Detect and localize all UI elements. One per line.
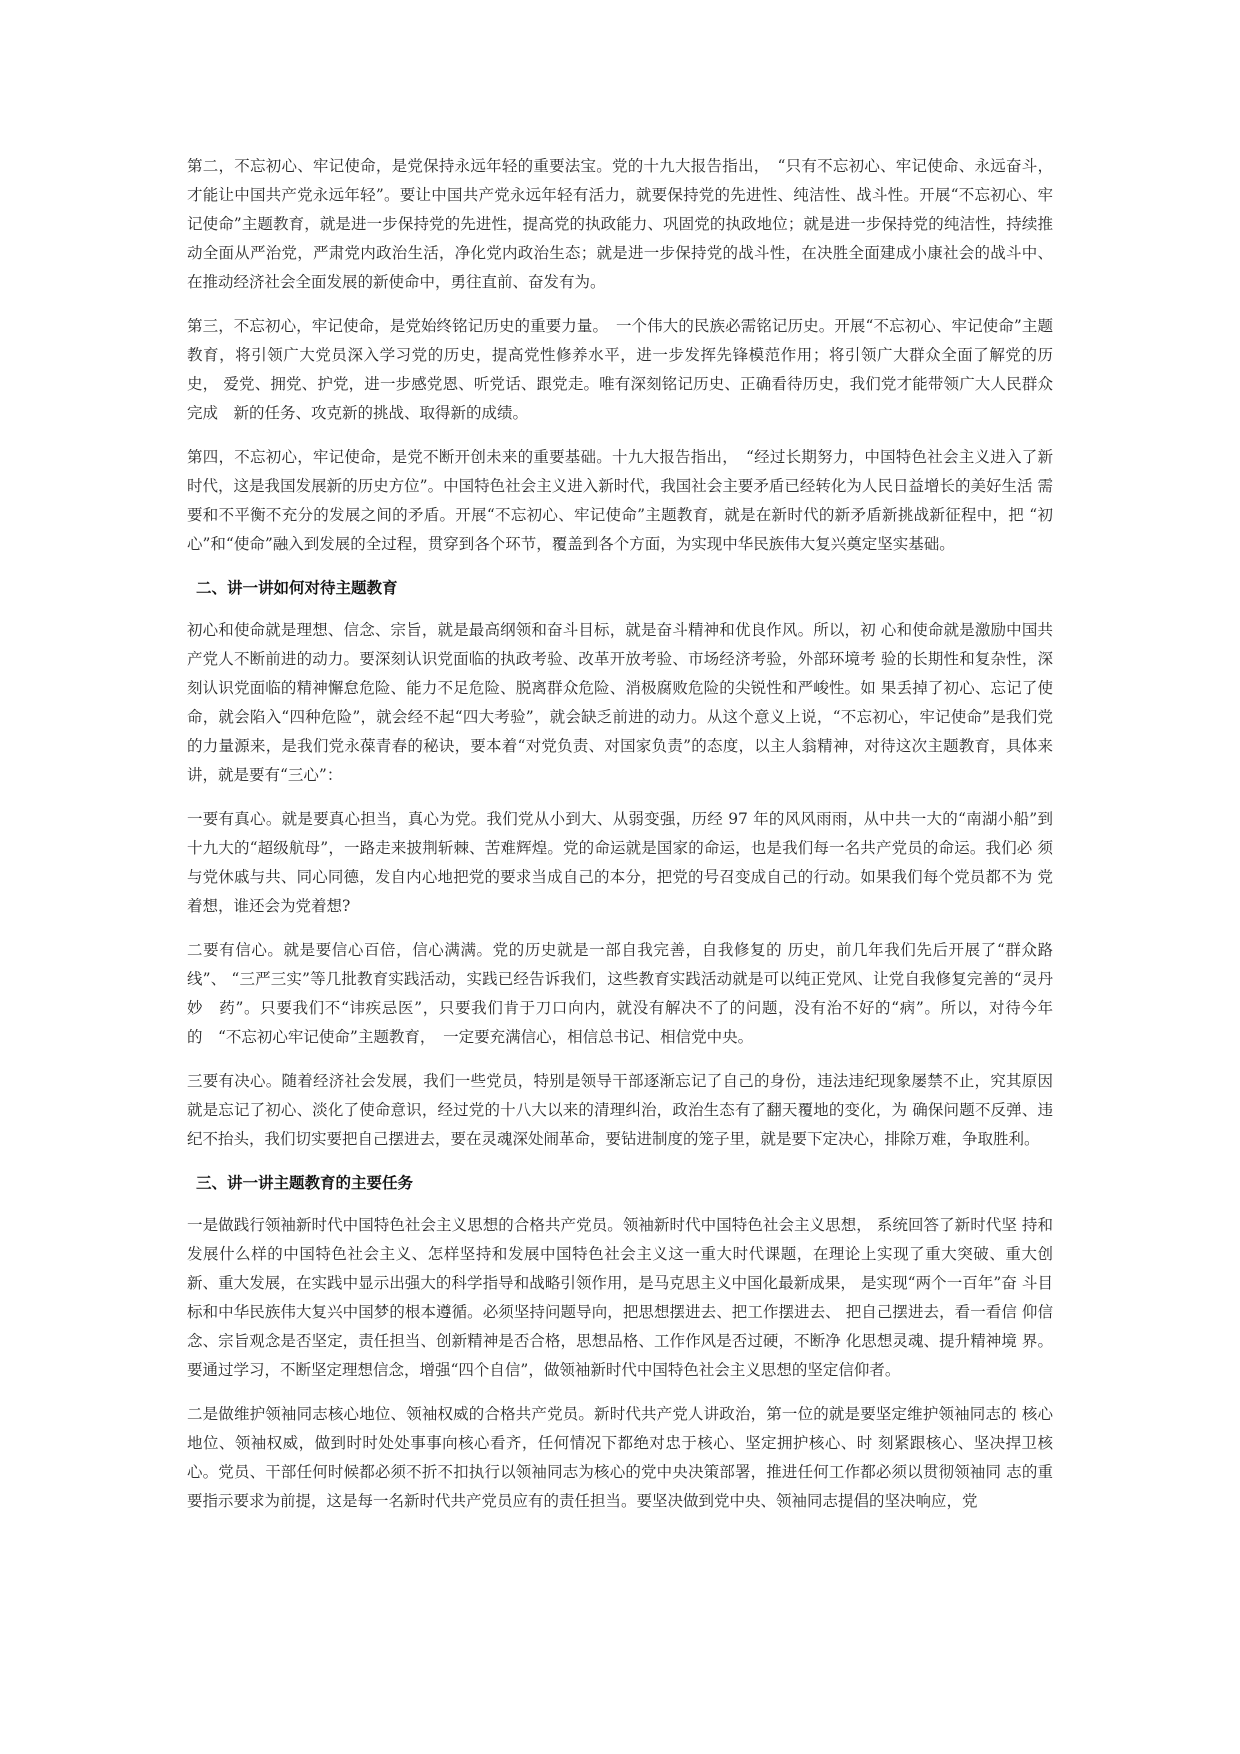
paragraph-mission-intro: 初心和使命就是理想、信念、宗旨，就是最高纲领和奋斗目标，就是奋斗精神和优良作风。所以，初 心和使命就是激励中国共产党人不断前进的动力。要深刻认识党面临的执政考验、改革开放考验、市场经济考验，外部环境考 验的长期性和复杂性，深刻认识党面临的精神懈怠危险、能力不足危险、脱离群众危险、消极腐败危险的尖锐性和严峻性。如 果丢掉了初心、忘记了使命，就会陷入“四种危险”，就会经不起“四大考验”，就会缺乏前进的动力。从这个意义上说，“不忘初心，牢记使命”是我们党的力量源来，是我们党永葆青春的秘诀，要本着“对党负责、对国家负责”的态度，以主人翁精神，对待这次主题教育，具体来讲，就是要有“三心”： bbox=[187, 621, 1053, 784]
paragraph-task-two: 二是做维护领袖同志核心地位、领袖权威的合格共产党员。新时代共产党人讲政治，第一位的就是要坚定维护领袖同志的 核心地位、领袖权威，做到时时处处事事向核心看齐，任何情况下都绝对忠于核心、坚定拥护核心、时 刻紧跟核心、坚决捍卫核心。党员、干部任何时候都必须不折不扣执行以领袖同志为核心的党中央决策部署，推进任何工作都必须以贯彻领袖同 志的重要指示要求为前提，这是每一名新时代共产党员应有的责任担当。要坚决做到党中央、领袖同志提倡的坚决响应，党 bbox=[187, 1405, 1053, 1510]
paragraph-confidence: 二要有信心。就是要信心百倍，信心满满。党的历史就是一部自我完善，自我修复的 历史，前几年我们先后开展了“群众路线”、 “三严三实”等几批教育实践活动，实践已经告诉我们，这些教育实践活动就是可以纯正党风、让党自我修复完善的“灵丹妙 药”。只要我们不“讳疾忌医”，只要我们肯于刀口向内，就没有解决不了的问题，没有治不好的“病”。所以，对待今年的 “不忘初心牢记使命”主题教育， 一定要充满信心，相信总书记、相信党中央。 bbox=[187, 941, 1053, 1046]
paragraph-task-one: 一是做践行领袖新时代中国特色社会主义思想的合格共产党员。领袖新时代中国特色社会主义思想， 系统回答了新时代坚 持和发展什么样的中国特色社会主义、怎样坚持和发展中国特色社会主义这一重大时代课题，在理论上实现了重大突破、重大创新、重大发展，在实践中显示出强大的科学指导和战略引领作用，是马克思主义中国化最新成果， 是实现“两个一百年”奋 斗目标和中华民族伟大复兴中国梦的根本遵循。必须坚持问题导向，把思想摆进去、把工作摆进去、 把自己摆进去，看一看信 仰信念、宗旨观念是否坚定，责任担当、创新精神是否合格，思想品格、工作作风是否过硬，不断净 化思想灵魂、提升精神境 界。要通过学习，不断坚定理想信念，增强“四个自信”，做领袖新时代中国特色社会主义思想的坚定信仰者。 bbox=[187, 1216, 1053, 1379]
document-page bbox=[187, 152, 1053, 1531]
paragraph-determination: 三要有决心。随着经济社会发展，我们一些党员，特别是领导干部逐渐忘记了自己的身份，违法违纪现象屡禁不止，究其原因就是忘记了初心、淡化了使命意识，经过党的十八大以来的清理纠治，政治生态有了翻天覆地的变化，为 确保问题不反弹、违 纪不抬头，我们切实要把自己摆进去，要在灵魂深处闹革命，要钻进制度的笼子里，就是要下定决心，排除万难，争取胜利。 bbox=[187, 1072, 1053, 1148]
section-heading-3: 三、讲一讲主题教育的主要任务 bbox=[196, 1174, 414, 1192]
section-heading-2: 二、讲一讲如何对待主题教育 bbox=[196, 579, 398, 597]
paragraph-sincere-heart: 一要有真心。就是要真心担当，真心为党。我们党从小到大、从弱变强，历经 97 年的风风雨雨，从中共一大的“南湖小船”到 十九大的“超级航母”，一路走来披荆斩棘、苦难辉煌。党的命运就是国家的命运，也是我们每一名共产党员的命运。我们必 须与党休戚与共、同心同德，发自内心地把党的要求当成自己的本分，把党的号召变成自己的行动。如果我们每个党员都不为 党着想，谁还会为党着想? bbox=[187, 810, 1053, 915]
paragraph-2nd: 第二，不忘初心、牢记使命，是党保持永远年轻的重要法宝。党的十九大报告指出， “只有不忘初心、牢记使命、永远奋斗，才能让中国共产党永远年轻”。要让中国共产党永远年轻有活力，就要保持党的先进性、纯洁性、战斗性。开展“不忘初心、牢记使命”主题教育，就是进一步保持党的先进性，提高党的执政能力、巩固党的执政地位；就是进一步保持党的纯洁性，持续推动全面从严治党，严肃党内政治生活，净化党内政治生态；就是进一步保持党的战斗性，在决胜全面建成小康社会的战斗中、 在推动经济社会全面发展的新使命中，勇往直前、奋发有为。 bbox=[187, 157, 1053, 291]
paragraph-3rd: 第三，不忘初心，牢记使命，是党始终铭记历史的重要力量。 一个伟大的民族必需铭记历史。开展“不忘初心、牢记使命”主题教育，将引领广大党员深入学习党的历史，提高党性修养水平，进一步发挥先锋模范作用；将引领广大群众全面了解党的历史， 爱党、拥党、护党，进一步感党恩、听党话、跟党走。唯有深刻铭记历史、正确看待历史，我们党才能带领广大人民群众完成 新的任务、攻克新的挑战、取得新的成绩。 bbox=[187, 317, 1053, 422]
paragraph-4th: 第四，不忘初心，牢记使命，是党不断开创未来的重要基础。十九大报告指出， “经过长期努力，中国特色社会主义进入了新 时代，这是我国发展新的历史方位”。中国特色社会主义进入新时代，我国社会主要矛盾已经转化为人民日益增长的美好生活 需要和不平衡不充分的发展之间的矛盾。开展“不忘初心、牢记使命”主题教育，就是在新时代的新矛盾新挑战新征程中，把 “初心”和“使命”融入到发展的全过程，贯穿到各个环节，覆盖到各个方面，为实现中华民族伟大复兴奠定坚实基础。 bbox=[187, 448, 1053, 553]
